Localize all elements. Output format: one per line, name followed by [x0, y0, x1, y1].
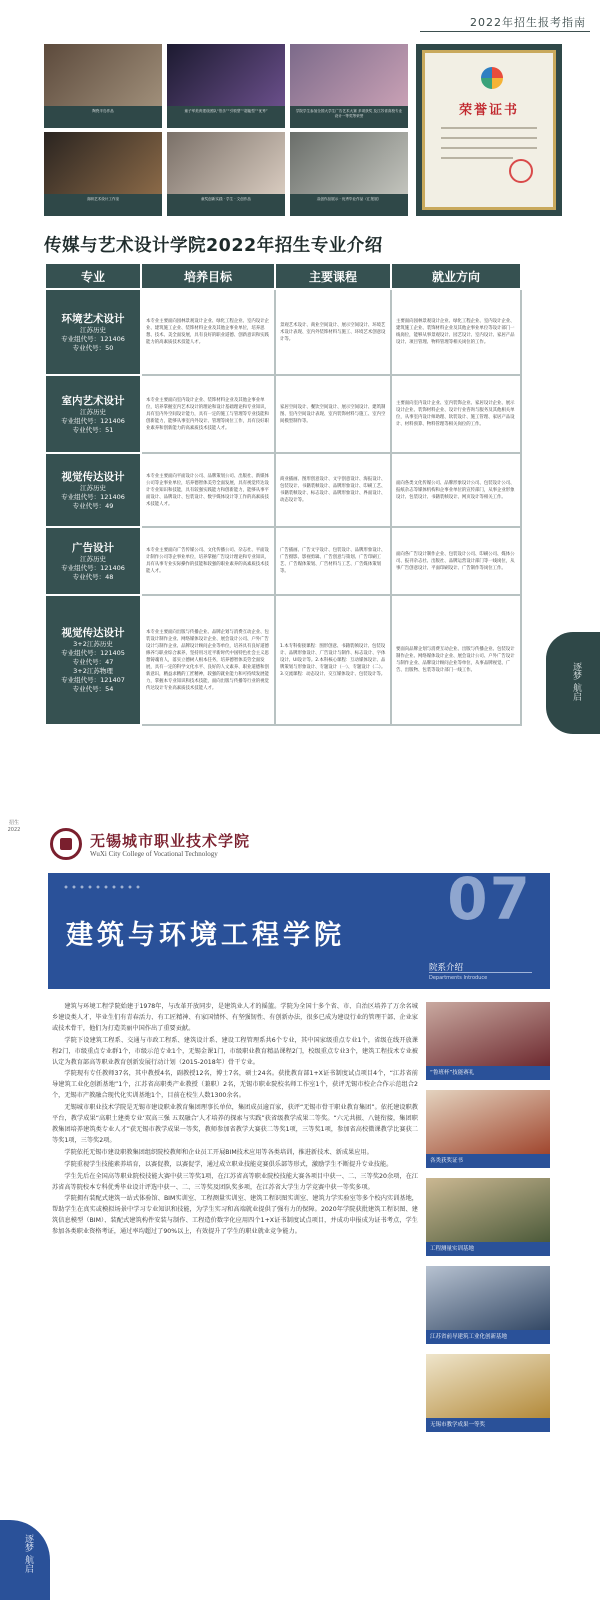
- paragraph: 学生先后在全国高等职业院校技能大赛中获三等奖1项，在江苏省高等职业院校技能大赛各项目中获一、二、三等奖20余项，在江苏省高等院校本专科优秀毕业设计评选中获一、二、三等奖及团队奖多项，在江苏省大学生力学竞赛中获一等奖多项。: [52, 1172, 418, 1191]
- photo-caption: 陶瓷半岛作品: [44, 106, 162, 128]
- major-info-line: 3+2江苏物理: [73, 667, 113, 675]
- side-photo: [426, 1178, 550, 1256]
- major-info-line: 专业代号：54: [72, 685, 114, 693]
- courses-cell: 景观艺术设计、商业空间设计、展示空间设计、环境艺术设计表现、室内外装饰材料与施工、环境艺术创意设计等。: [275, 289, 391, 375]
- banner-dots-icon: [62, 883, 142, 891]
- photo-image: [426, 1002, 550, 1066]
- table-row: [45, 289, 521, 375]
- side-photo-column: [426, 1002, 550, 1442]
- photo-image: [290, 44, 408, 106]
- photo-6: [167, 132, 285, 216]
- photo-image: [167, 44, 285, 106]
- major-info: [48, 484, 138, 511]
- side-photo: [426, 1266, 550, 1344]
- side-photo: [426, 1090, 550, 1168]
- paragraph: 无锡城市职业技术学院是无锡市建设职业教育集团理事长单位，集团成员逾百家，获评“无锡市骨干职业教育集团”。依托建设职教平台，教学成果“高职土建类专业‘双高三强 五双融合’人才培养的探索与实践”获省级教学成果二等奖。“六元共振、八链衔接，集团职教集团培养建筑类专业人才”获无锡市教学成果一等奖，教师参加省教学大赛获二等奖1项，三等奖1项，参加省高校微课教学比赛获二等奖1项，三等奖2项。: [52, 1104, 418, 1144]
- photo-image: [426, 1354, 550, 1418]
- certificate-paper: [422, 50, 556, 210]
- major-info-line: 专业组代号：121407: [61, 676, 125, 684]
- certificate-text-line: [441, 127, 537, 129]
- major-cell: [45, 527, 141, 595]
- page-ad-media-art: [0, 0, 600, 770]
- photo-image: [290, 132, 408, 194]
- major-info-line: 专业代号：47: [72, 658, 114, 666]
- table-row: [45, 453, 521, 527]
- photo-caption: “鲁班杯”技能赛礼: [426, 1066, 550, 1080]
- major-name: 环境艺术设计: [61, 312, 125, 325]
- photo-1: [44, 44, 162, 128]
- major-info-line: 专业代号：51: [72, 425, 114, 434]
- photo-caption: 江苏省前导建筑工业化创新基地: [426, 1330, 550, 1344]
- goal-cell: 本专业主要面向广告传媒公司、文化传播公司、杂志社、平面设计制作公司等企事业单位，培养掌握广告设计理论和专业知识，具有从事专业实际操作的技能和较强的职业素养的高素质技术技能人才。: [141, 527, 275, 595]
- certificate-text-line: [441, 147, 537, 149]
- header-rule: [420, 31, 590, 32]
- program-table: [44, 262, 522, 726]
- table-header-row: [45, 263, 521, 289]
- goal-cell: 本专业主要面向园林景观设计企业、绿化工程企业、室内设计企业、建筑施工企业、装饰材料企业及其他企事业单位，培养思想、技术、美全面发展，具有良好的职业道德、创新意识和实践能力的高素质技术技能人才。: [141, 289, 275, 375]
- photo-image: [44, 44, 162, 106]
- career-cell: 主要面向园林景观设计企业、绿化工程企业、室内设计企业、建筑施工企业、装饰材料企业及其他企事业单位等设计部门一线岗位，能够从事景观设计、园艺设计、室内设计、家居产品设计、项目管理、物料管理等相关岗位的工作。: [391, 289, 521, 375]
- career-cell: 主要面向室内设计企业、室内装饰企业、家居设计企业、展示设计企业、装饰材料企业、设计行业咨询与服务及其他相关单位，从事室内设计师助理、软装设计、施工管理、家居产品设计、材料预算、物料管理等相关岗位的工作。: [391, 375, 521, 453]
- certificate-text-line: [441, 137, 537, 139]
- major-name: 广告设计: [72, 541, 114, 554]
- major-name: 视觉传达设计: [61, 470, 125, 483]
- goal-cell: 本专业主要面向出版与传播企业、品牌企划与消费互动企业、包装设计制作企业、网络媒体设计企业、展会设计公司、户外广告设计与制作企业、品牌设计顾问企业等单位，培养具有良好道德修养与职业综合素养，坚持用习近平新时代中国特色社会主义思想铸魂育人，落实立德树人根本任务，培养德智体美劳全面发展，具有一定的科学文化水平、良好的人文素养、职业道德和创新意识，精益求精的工匠精神，较强的就业能力和可持续发展能力，掌握本专业知识和技术技能，面向出版与传播等行业的视觉传达设计专业高素质技术技能人才。: [141, 595, 275, 725]
- courses-cell: 商业插画、图形创意设计、文字创意设计、海报设计、包装设计、书籍装帧设计、品牌形象设计、印刷工艺、书籍装帧设计、标志设计、品牌形象设计、界面设计、动态设计等。: [275, 453, 391, 527]
- major-info-line: 专业代号：49: [72, 501, 114, 510]
- header-goal: 培养目标: [141, 263, 275, 289]
- major-info-line: 江苏历史: [80, 407, 106, 416]
- photo-caption: 工程测量实训基地: [426, 1242, 550, 1256]
- table-row: [45, 527, 521, 595]
- photo-caption: 双创作品展示 · 优秀毕业作品（汇报展）: [290, 194, 408, 216]
- photo-image: [426, 1090, 550, 1154]
- header-major: 专业: [45, 263, 141, 289]
- career-cell: 面向各类文化传媒公司、品牌形象设计公司、包装设计公司、报纸杂志等媒体机构和企事业单位的宣传部门，从事企业形象设计、包装设计、书籍装帧设计、网页设计等相关工作。: [391, 453, 521, 527]
- career-cell: 面向各广告设计制作企业、包装设计公司、印刷公司、媒体公司、报刊杂志社、出版社、品牌运营设计部门等一线岗位，从事广告创意设计、平面印刷设计、广告制作等岗位工作。: [391, 527, 521, 595]
- major-info: [48, 555, 138, 582]
- certificate-text-line: [441, 157, 513, 159]
- photo-caption: 高职艺术设计工作室: [44, 194, 162, 216]
- major-info-line: 江苏历史: [80, 554, 106, 563]
- goal-cell: 本专业主要面向室内设计企业、装饰材料企业及其他企事业单位，培养掌握室内艺术设计的理论和设计基础理论和专业知识，具有室内外空间设计能力，具有一定的施工与管理等专业技能和创新能力，能够从事室内外设计、管理等岗位工作，具有良好职业素养和创新能力的高素质技术技能人才。: [141, 375, 275, 453]
- school-name-en: WuXi City College of Vocational Technology: [90, 850, 218, 858]
- major-info: [48, 326, 138, 353]
- paragraph: 建筑与环境工程学院始建于1978年，与改革开放同步，是建筑业人才的摇篮。学院为全国十多个省、市、自治区培养了万余名城乡建设类人才，毕业生们有青春活力、有工匠精神、有家国情怀、有坚强韧性、有创新办法，很多已成为建设行业的管理干部、企业家或技术骨干，他们为打造美丽中国作出了重要贡献。: [52, 1003, 418, 1032]
- major-info-line: 专业组代号：121406: [61, 563, 125, 572]
- photo-caption: 学院学生参加全国大学生广告艺术大赛 多项获奖 及江苏省高校专业设计一等奖等荣誉: [290, 106, 408, 128]
- major-info-line: 江苏历史: [80, 483, 106, 492]
- page-title: 传媒与艺术设计学院2022年招生专业介绍: [44, 236, 383, 256]
- photo-caption: 童奖创新实践 · 学生 · 文创作品: [167, 194, 285, 216]
- department-description: [52, 1002, 418, 1239]
- certificate-logo-icon: [481, 67, 503, 89]
- career-cell: 要面向品牌企划与消费互动企业、出版与传播企业、包装设计制作企业、网络媒体设计企业、展会设计公司、户外广告设计与制作企业、品牌设计顾问企业等单位，从事品牌视觉、广告、出版物、包装等设计部门一线工作。: [391, 595, 521, 725]
- honor-certificate: [416, 44, 562, 216]
- major-info: [48, 408, 138, 435]
- certificate-title: 荣誉证书: [458, 103, 519, 118]
- side-label: 招生 2022: [7, 820, 21, 833]
- major-name: 视觉传达设计: [61, 627, 125, 639]
- tab-seal-label: 逐梦 航启: [23, 1534, 33, 1573]
- paragraph: 学院重视学生技能素养培育，以赛促教，以赛促学，通过成立职业技能竞赛俱乐部等形式，激励学生不断提升专业技能。: [64, 1160, 393, 1168]
- header-career: 就业方向: [391, 263, 521, 289]
- major-info-line: 江苏历史: [80, 325, 106, 334]
- courses-cell: 广告插画、广告文字设计、包装设计、品牌形象设计、广告摄影、影视剪辑、广告创意与策划、广告印刷工艺、广告媒体策划、广告材料与工艺、广告媒体策划等。: [275, 527, 391, 595]
- page-edge-tab: [546, 632, 600, 734]
- major-info-line: 专业组代号：121406: [61, 334, 125, 343]
- tab-seal-label: 逐梦 航启: [571, 662, 581, 701]
- major-name: 室内艺术设计: [61, 394, 125, 407]
- major-info-line: 3+2江苏历史: [73, 640, 113, 648]
- intro-label-en: Departments Introduce: [429, 975, 488, 981]
- photo-caption: 无锡市教学成果一等奖: [426, 1418, 550, 1432]
- major-cell: [45, 375, 141, 453]
- major-info-line: 专业组代号：121405: [61, 649, 125, 657]
- courses-cell: 家居空间设计、餐饮空间设计、展示空间设计、建筑制图、室内空间设计表现、室内装饰材料与施工、室内空间模型制作等。: [275, 375, 391, 453]
- paragraph: 学院现有专任教师37名，其中教授4名，副教授12名，博士7名，硕士24名。获批教育部1+X证书制度试点项目4个，“江苏省前导建筑工业化创新基地”1个，江苏省高职类产业教授（兼职）2名，无锡市职业院校名师工作室1个，获评无锡市校企合作示范组合2个，无锡市产教融合现代化实训基地1个，目前在校生人数1300余名。: [52, 1070, 418, 1100]
- side-photo: [426, 1002, 550, 1080]
- intro-label-cn: 院系介绍: [429, 963, 464, 973]
- table-row: [45, 375, 521, 453]
- guide-header: 2022年招生报考指南: [470, 16, 586, 29]
- page-architecture: [0, 780, 600, 1600]
- department-number: 07: [447, 873, 532, 933]
- page-edge-tab: [0, 1520, 50, 1600]
- photo-7: [290, 132, 408, 216]
- table-row: [45, 595, 521, 725]
- courses-cell: 1.本专科衔接课程：图形创意、书籍装帧设计、包装设计、品牌形象设计、广告设计与制作、标志设计、字体设计、UI设计等。2.本科核心课程：互动媒体设计、品牌策划与形象设计、专题设计（一）、专题设计（二）。3.交流课程：动态设计、交互媒体设计、包装设计等。: [275, 595, 391, 725]
- photo-image: [167, 132, 285, 194]
- paragraph: 学院拥有装配式建筑一站式体验馆、BIM实训室、工程测量实训室、建筑工程识图实训室、建筑力学实验室等多个校内实训基地，帮助学生在真实或模拟场景中学习专业知识和技能，为学生实习和高端就业提供了强有力的保障。2020年学院获批建筑工程识图、建筑信息模型（BIM）、装配式建筑构件安装与制作、工程造价数字化应用四个1+X证书制度试点项目，并成功申报成为证书考点，学生参加各类职业资格考证，通过率均超过了90%以上，有效提升了学生的职业就业竞争能力。: [52, 1195, 418, 1236]
- major-info-line: 专业代号：48: [72, 572, 114, 581]
- photo-image: [426, 1266, 550, 1330]
- major-info-line: 专业组代号：121406: [61, 492, 125, 501]
- header-courses: 主要课程: [275, 263, 391, 289]
- school-name-cn: 无锡城市职业技术学院: [90, 832, 251, 850]
- major-info: [48, 640, 138, 694]
- photo-caption: 童子军美育建设团队“伯乐”“引领型”“超能型”“优秀”: [167, 106, 285, 128]
- intro-rule: [429, 972, 532, 973]
- photo-3: [290, 44, 408, 128]
- side-photo: [426, 1354, 550, 1432]
- certificate-stamp-icon: [509, 159, 533, 183]
- department-banner: [48, 873, 550, 989]
- paragraph: 学院下设建筑工程系、交通与市政工程系、建筑设计系、建设工程管理系共6个专业，其中国家级重点专业1个，省级在线开放课程2门，市级重点专业群1个，市级示范专业1个，无锡金课1门，市级职业教育精品课程2门，校级重点专业3个，建筑工程技术专业被认定为教育部高等职业教育创新发展行动计划（2015-2018年）骨干专业。: [52, 1036, 418, 1066]
- photo-image: [426, 1178, 550, 1242]
- major-cell: [45, 595, 141, 725]
- major-cell: [45, 289, 141, 375]
- photo-caption: 各类获奖证书: [426, 1154, 550, 1168]
- paragraph: 学院依托无锡市建设职教集团组织院校教师和企业员工开展BIM技术应用等各类培训，推进新技术、新成果应用。: [64, 1148, 373, 1156]
- photo-image: [44, 132, 162, 194]
- major-cell: [45, 453, 141, 527]
- major-info-line: 专业代号：50: [72, 343, 114, 352]
- department-title: 建筑与环境工程学院: [66, 920, 345, 951]
- photo-5: [44, 132, 162, 216]
- photo-grid: [44, 44, 408, 216]
- school-logo-icon: [50, 828, 82, 860]
- major-info-line: 专业组代号：121406: [61, 416, 125, 425]
- goal-cell: 本专业主要面向平面设计公司、品牌策划公司、出版社、新媒体公司等企事业单位，培养德智体美劳全面发展，具有视觉传达设计专业知识和技能，具有较强实践能力和创新能力，能够从事平面设计、品牌设计、包装设计、数字媒体设计等工作的高素质技术技能人才。: [141, 453, 275, 527]
- photo-2: [167, 44, 285, 128]
